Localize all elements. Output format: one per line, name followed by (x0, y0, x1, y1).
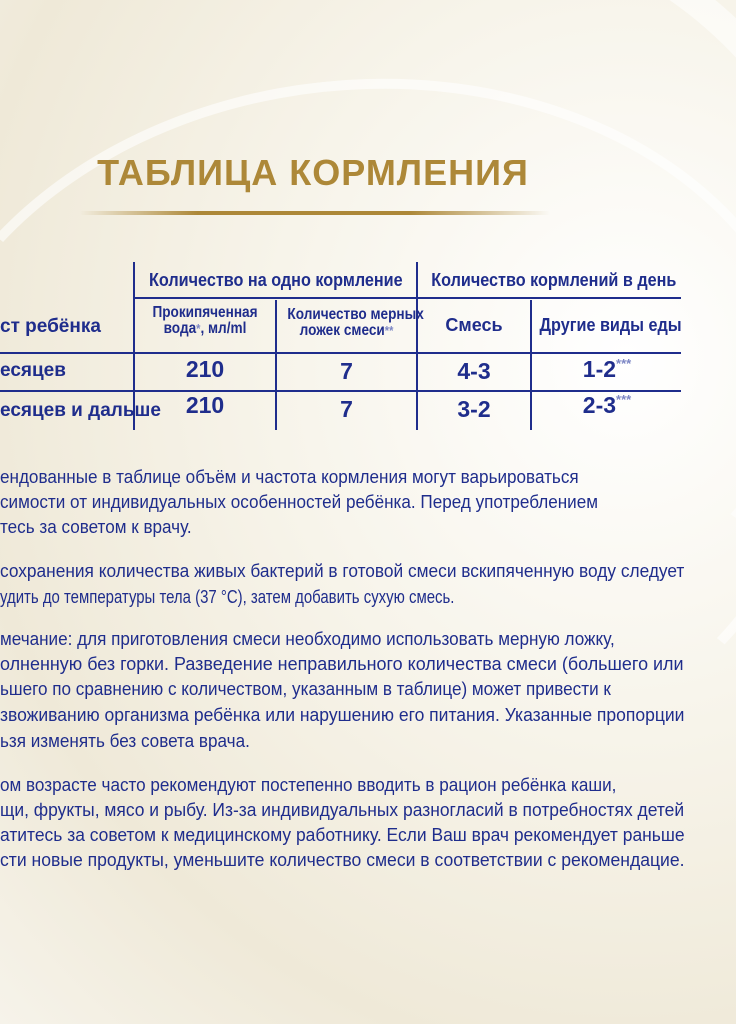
header-water (146, 305, 265, 337)
title-underline (80, 211, 550, 215)
row-water: 210 (185, 392, 225, 418)
page-title: ТАБЛИЦА КОРМЛЕНИЯ (97, 152, 529, 193)
table-divider (133, 297, 681, 299)
table-divider (0, 352, 681, 354)
header-per-day: Количество кормлений в день (431, 270, 677, 290)
header-water-line1: Прокипяченная (152, 304, 258, 321)
row-mix: 3-2 (457, 396, 491, 422)
note-line: удить до температуры тела (37 °С), затем добавить сухую смесь. (0, 587, 455, 607)
header-per-feeding: Количество на одно кормление (149, 270, 403, 290)
note-line: тесь за советом к врачу. (0, 517, 192, 537)
row-mix: 4-3 (457, 358, 491, 384)
row-age: есяцев (0, 360, 66, 381)
header-spoons (287, 306, 424, 339)
header-water-unit: , мл/ml (200, 320, 247, 337)
note-line: ьзя изменять без совета врача. (0, 731, 250, 751)
note-line: ом возрасте часто рекомендуют постепенно вводить в рацион ребёнка каши, (0, 775, 617, 795)
note-line: мечание: для приготовления смеси необходимо использовать мерную ложку, (0, 629, 615, 649)
header-spoons-line2: ложек смеси (299, 322, 385, 339)
row-spoons: 7 (340, 396, 353, 422)
header-water-line2: вода (163, 320, 197, 337)
row-other-value: 2-3 (582, 392, 617, 418)
row-age: есяцев и дальше (0, 400, 161, 421)
footnote-mark: ** (384, 323, 394, 338)
note-line: атитесь за советом к медицинскому работнику. Если Ваш врач рекомендует раньше (0, 825, 685, 845)
header-mix: Смесь (445, 315, 503, 335)
note-line: щи, фрукты, мясо и рыбу. Из-за индивидуальных разногласий в потребностях детей (0, 800, 685, 820)
row-other-value: 1-2 (582, 356, 617, 382)
note-line: олненную без горки. Разведение неправильного количества смеси (большего или (0, 654, 684, 674)
row-water: 210 (185, 356, 225, 382)
header-other-food: Другие виды еды (539, 315, 682, 335)
note-line: ендованные в таблице объём и частота кормления могут варьироваться (0, 467, 579, 487)
note-line: сти новые продукты, уменьшите количество смеси в соответствии с рекомендацие. (0, 850, 685, 870)
note-line: сохранения количества живых бактерий в готовой смеси вскипяченную воду следует (0, 561, 685, 581)
footnote-mark: * (196, 321, 201, 336)
row-other (532, 356, 682, 383)
note-line: симости от индивидуальных особенностей ребёнка. Перед употреблением (0, 492, 598, 512)
row-other (532, 392, 682, 419)
row-spoons: 7 (340, 358, 353, 384)
header-age: ст ребёнка (0, 316, 101, 337)
note-line: ьшего по сравнению с количеством, указанным в таблице) может привести к (0, 679, 611, 699)
footnote-mark: *** (616, 392, 632, 407)
note-line: звоживанию организма ребёнка или нарушению его питания. Указанные пропорции (0, 705, 685, 725)
header-spoons-line1: Количество мерных (287, 306, 424, 323)
footnote-mark: *** (616, 356, 632, 371)
